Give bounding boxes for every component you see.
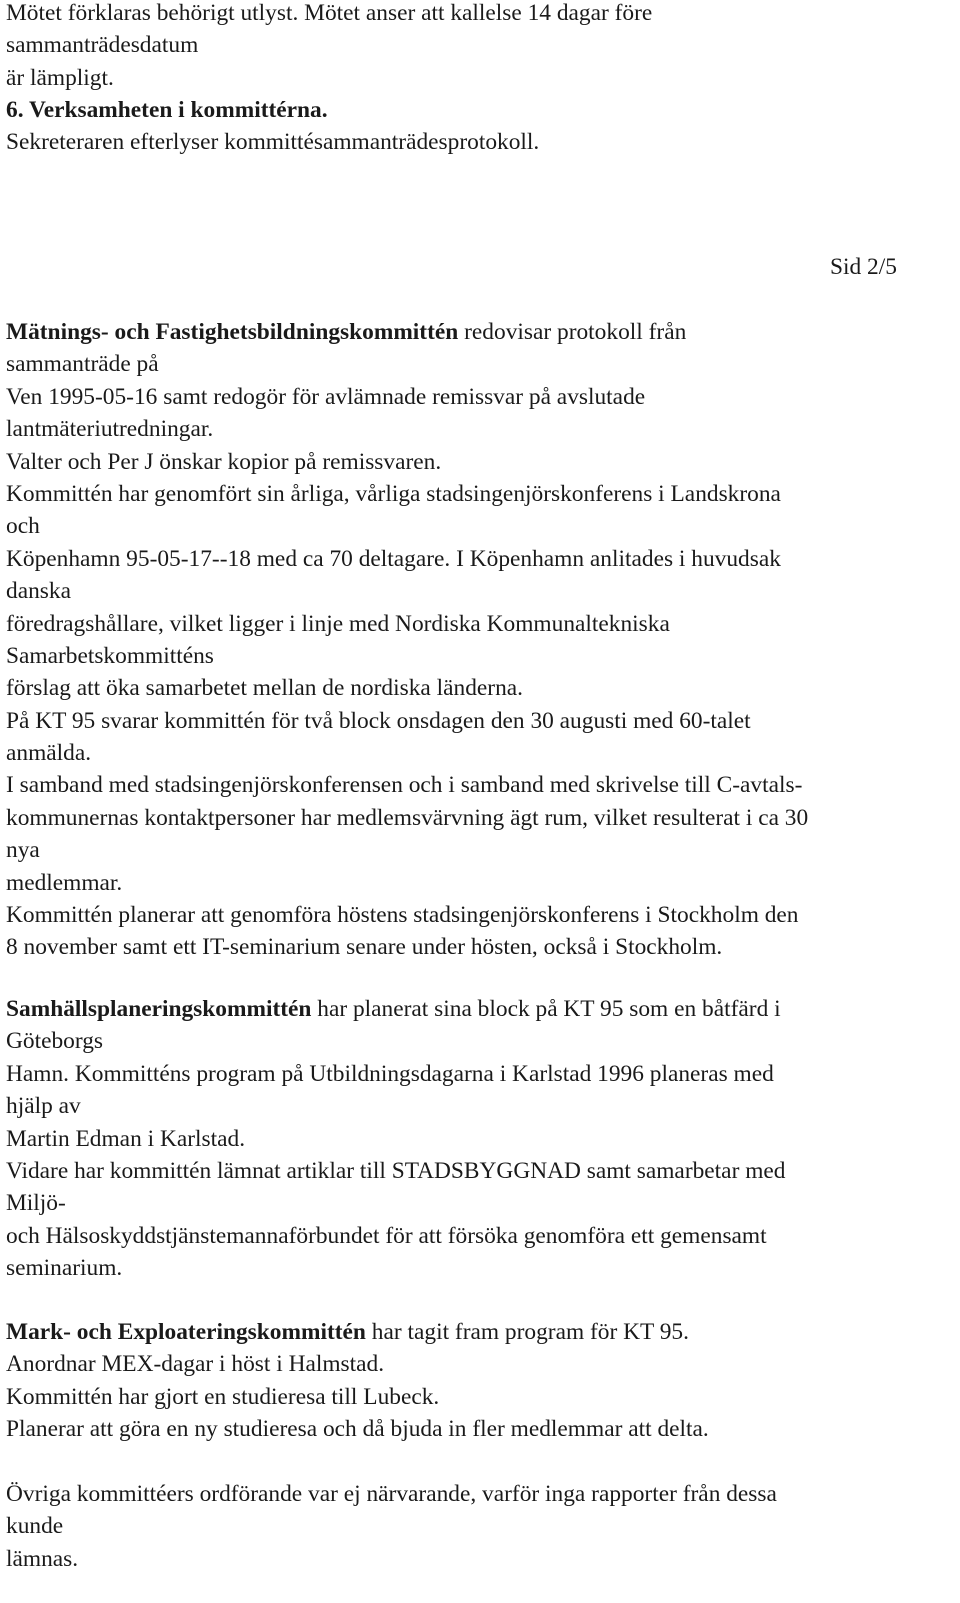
paragraph-line: Hamn. Kommitténs program på Utbildningsdagarna i Karlstad 1996 planeras med xyxy=(6,1060,774,1087)
section-heading: 6. Verksamheten i kommittérna. xyxy=(6,97,328,123)
section-line: Sekreteraren efterlyser kommittésammanträdesprotokoll. xyxy=(6,129,540,156)
committee-name: Samhällsplaneringskommittén xyxy=(6,996,312,1022)
paragraph-line: danska xyxy=(6,578,71,605)
paragraph-line: kunde xyxy=(6,1513,64,1540)
line-text: har tagit fram program för KT 95. xyxy=(365,1319,689,1345)
paragraph-line: Martin Edman i Karlstad. xyxy=(6,1125,246,1152)
paragraph-line: Vidare har kommittén lämnat artiklar till STADSBYGGNAD samt samarbetar med xyxy=(6,1157,786,1184)
paragraph-line: lantmäteriutredningar. xyxy=(6,416,214,443)
paragraph-line: och xyxy=(6,513,40,540)
paragraph-line: Miljö- xyxy=(6,1190,66,1217)
committee-name: Mark- och Exploateringskommittén xyxy=(6,1319,366,1345)
paragraph-line: Valter och Per J önskar kopior på remissvaren. xyxy=(6,448,442,475)
paragraph-line: På KT 95 svarar kommittén för två block onsdagen den 30 augusti med 60-talet xyxy=(6,707,751,734)
ovriga-paragraph xyxy=(6,1478,956,1575)
section-6 xyxy=(6,94,956,159)
paragraph-first-line xyxy=(6,993,956,1025)
paragraph-line: Anordnar MEX-dagar i höst i Halmstad. xyxy=(6,1351,385,1378)
paragraph-first-line xyxy=(6,1316,956,1348)
mark-paragraph xyxy=(6,1316,956,1446)
intro-line: sammanträdesdatum xyxy=(6,32,199,59)
intro-line: är lämpligt. xyxy=(6,64,114,91)
intro-paragraph xyxy=(6,0,956,94)
paragraph-line: Köpenhamn 95-05-17--18 med ca 70 deltagare. I Köpenhamn anlitades i huvudsak xyxy=(6,545,781,572)
paragraph-line: Ven 1995-05-16 samt redogör för avlämnade remissvar på avslutade xyxy=(6,383,646,410)
paragraph-line: sammanträde på xyxy=(6,351,159,378)
paragraph-line: anmälda. xyxy=(6,740,92,767)
line-text: har planerat sina block på KT 95 som en båtfärd i xyxy=(311,996,781,1022)
paragraph-line: förslag att öka samarbetet mellan de nordiska länderna. xyxy=(6,675,523,702)
matnings-paragraph xyxy=(6,316,956,964)
paragraph-line: seminarium. xyxy=(6,1255,123,1282)
paragraph-line: 8 november samt ett IT-seminarium senare under hösten, också i Stockholm. xyxy=(6,934,723,961)
paragraph-line: föredragshållare, vilket ligger i linje med Nordiska Kommunaltekniska xyxy=(6,610,670,637)
paragraph-line: Göteborgs xyxy=(6,1028,104,1055)
paragraph-line: Planerar att göra en ny studieresa och då bjuda in fler medlemmar att delta. xyxy=(6,1416,709,1443)
paragraph-line: Kommittén har genomfört sin årliga, vårliga stadsingenjörskonferens i Landskrona xyxy=(6,480,781,507)
line-text: redovisar protokoll från xyxy=(458,319,687,345)
page-number: Sid 2/5 xyxy=(830,254,897,280)
paragraph-line: Samarbetskommitténs xyxy=(6,642,214,669)
paragraph-line: nya xyxy=(6,837,40,864)
paragraph-line: Kommittén har gjort en studieresa till Lubeck. xyxy=(6,1383,440,1410)
paragraph-line: Kommittén planerar att genomföra höstens stadsingenjörskonferens i Stockholm den xyxy=(6,902,799,929)
paragraph-line: I samband med stadsingenjörskonferensen och i samband med skrivelse till C-avtals- xyxy=(6,772,803,799)
paragraph-line: Övriga kommittéers ordförande var ej närvarande, varför inga rapporter från dessa xyxy=(6,1481,777,1507)
paragraph-line: kommunernas kontaktpersoner har medlemsvärvning ägt rum, vilket resulterat i ca 30 xyxy=(6,804,809,831)
committee-name: Mätnings- och Fastighetsbildningskommittén xyxy=(6,319,459,345)
paragraph-line: och Hälsoskyddstjänstemannaförbundet för att försöka genomföra ett gemensamt xyxy=(6,1222,767,1249)
paragraph-first-line xyxy=(6,316,956,348)
paragraph-line: medlemmar. xyxy=(6,869,123,896)
paragraph-line: hjälp av xyxy=(6,1093,81,1120)
paragraph-line: lämnas. xyxy=(6,1545,79,1572)
samhall-paragraph xyxy=(6,993,956,1285)
intro-line: Mötet förklaras behörigt utlyst. Mötet anser att kallelse 14 dagar före xyxy=(6,0,653,26)
